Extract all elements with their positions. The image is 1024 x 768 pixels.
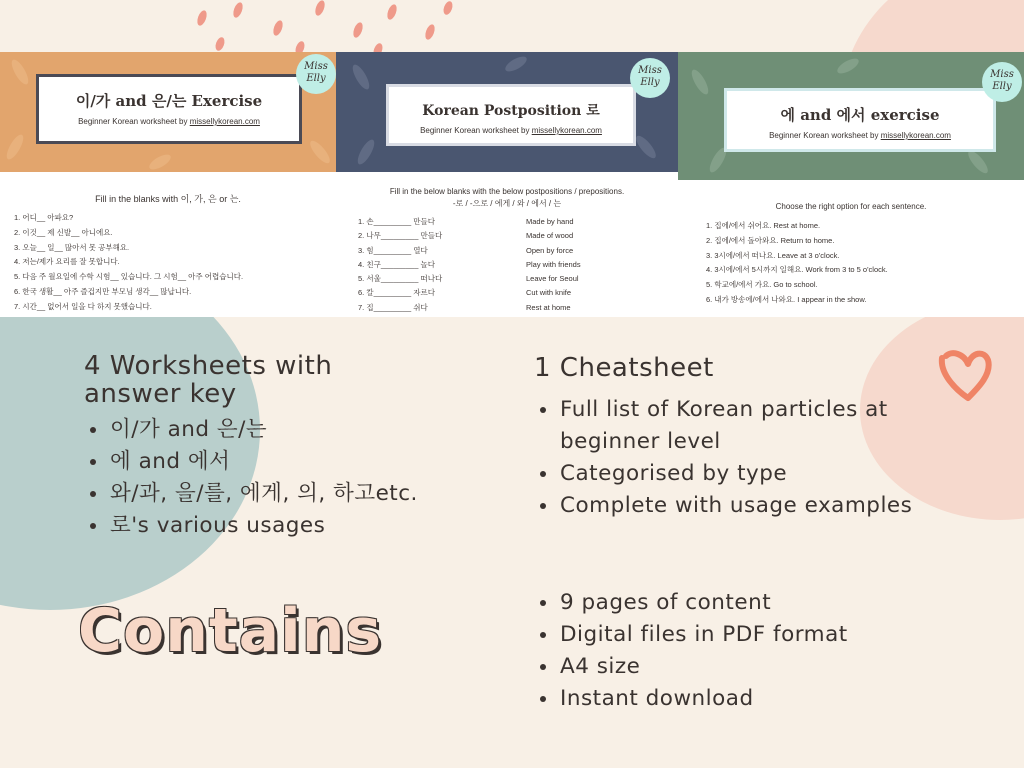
- miss-elly-badge: Miss Elly: [296, 54, 336, 94]
- list-item: 1. 어디__ 아파요?: [14, 213, 74, 222]
- english-cell: Leave for Seoul: [526, 274, 579, 284]
- worksheets-heading: 4 Worksheets with answer key: [84, 351, 333, 409]
- list-item: Instant download: [534, 683, 934, 715]
- worksheet-lines: [678, 219, 1024, 308]
- worksheet-preview-1: [0, 52, 336, 317]
- korean-cell: 2. 나무_________ 만들다: [358, 231, 443, 241]
- list-item: 2. 이것__ 제 신발__ 아니에요.: [14, 227, 113, 237]
- korean-cell: 3. 힘_________ 열다: [358, 245, 428, 255]
- worksheet-preview-2: [336, 52, 678, 317]
- english-cell: Open by force: [526, 245, 574, 255]
- features-list: [534, 587, 934, 715]
- list-item: 5. 학교에/에서 가요. Go to school.: [706, 280, 818, 290]
- list-item: 에 and 에서: [84, 446, 484, 478]
- korean-cell: 1. 손_________ 만들다: [358, 217, 435, 226]
- table-row: [336, 244, 678, 258]
- list-item: 6. 한국 생활__ 아주 즐겁지만 부모님 생각__ 많납니다.: [14, 286, 192, 296]
- list-item: Complete with usage examples: [534, 490, 934, 522]
- english-cell: Made of wood: [526, 231, 574, 241]
- worksheet-lines: [336, 215, 678, 315]
- list-item: 3. 오늘__ 일__ 많아서 못 공부해요.: [14, 242, 130, 252]
- list-item: A4 size: [534, 651, 934, 683]
- table-row: [336, 229, 678, 243]
- list-item: 4. 3시에/에서 5시까지 일해요. Work from 3 to 5 o'clock.: [706, 265, 888, 275]
- worksheet-body: [0, 192, 336, 315]
- table-row: [336, 272, 678, 286]
- list-item: 이/가 and 은/는: [84, 414, 484, 446]
- decorative-dots: [180, 0, 460, 55]
- worksheet-title: 이/가 and 은/는 Exercise: [75, 92, 263, 110]
- english-cell: Play with friends: [526, 259, 581, 269]
- list-item: 2. 집에/에서 돌아와요. Return to home.: [706, 235, 835, 245]
- table-row: [336, 286, 678, 300]
- worksheet-title-card: [386, 84, 636, 146]
- worksheet-title-card: [36, 74, 302, 144]
- list-item: Digital files in PDF format: [534, 619, 934, 651]
- worksheet-instruction: Choose the right option for each sentence.: [775, 202, 927, 211]
- table-row: [336, 258, 678, 272]
- english-cell: Cut with knife: [526, 288, 572, 298]
- subtitle-prefix: Beginner Korean worksheet by: [420, 126, 532, 135]
- cheatsheet-heading: 1 Cheatsheet: [534, 353, 714, 383]
- korean-cell: 5. 서울_________ 떠나다: [358, 274, 443, 284]
- subtitle-prefix: Beginner Korean worksheet by: [769, 131, 881, 140]
- list-item: 6. 내가 방송에/에서 나와요. I appear in the show.: [706, 294, 867, 304]
- site-link: missellykorean.com: [880, 131, 951, 140]
- contains-title: Contains: [78, 596, 383, 666]
- list-item: 4. 저는/제가 요리를 잘 못합니다.: [14, 257, 120, 267]
- worksheet-title: Korean Postposition 로: [422, 103, 600, 119]
- worksheet-subtitle: [727, 131, 993, 140]
- list-item: 5. 다음 주 월요일에 수학 시험__ 있습니다. 그 시험__ 아주 어렵습니다.: [14, 272, 244, 282]
- cheatsheet-list: [534, 394, 934, 522]
- miss-elly-badge: Miss Elly: [982, 62, 1022, 102]
- korean-cell: 4. 친구_________ 놀다: [358, 259, 435, 269]
- worksheet-subtitle: [39, 117, 299, 126]
- miss-elly-badge: Miss Elly: [630, 58, 670, 98]
- worksheet-instruction: Fill in the below blanks with the below postpositions / prepositions.: [389, 187, 625, 196]
- worksheet-body: [678, 202, 1024, 308]
- worksheet-instruction: Fill in the blanks with 이, 가, 은 or 는.: [95, 194, 241, 204]
- list-item: 로's various usages: [84, 510, 484, 542]
- worksheet-preview-3: [678, 52, 1024, 317]
- worksheet-title-card: [724, 88, 996, 152]
- worksheets-section: [84, 352, 484, 542]
- list-item: 9 pages of content: [534, 587, 934, 619]
- worksheet-instruction-options: -로 / -으로 / 에게 / 와 / 에서 / 는: [452, 199, 562, 208]
- table-row: [336, 215, 678, 229]
- list-item: Full list of Korean particles at beginner level: [534, 394, 934, 458]
- korean-cell: 7. 집_________ 쉬다: [358, 302, 428, 312]
- list-item: 1. 집에/에서 쉬어요. Rest at home.: [706, 221, 821, 230]
- cheatsheet-section: [534, 354, 934, 522]
- site-link: missellykorean.com: [531, 126, 602, 135]
- korean-cell: 6. 칼_________ 자르다: [358, 288, 435, 298]
- worksheet-body: [336, 187, 678, 315]
- features-section: [534, 587, 934, 715]
- list-item: 와/과, 을/를, 에게, 의, 하고etc.: [84, 478, 484, 510]
- worksheets-list: [84, 414, 484, 542]
- english-cell: Rest at home: [526, 302, 571, 312]
- list-item: Categorised by type: [534, 458, 934, 490]
- worksheet-preview-strip: [0, 52, 1024, 317]
- english-cell: Made by hand: [526, 217, 574, 226]
- worksheet-title: 에 and 에서 exercise: [780, 106, 940, 124]
- site-link: missellykorean.com: [189, 117, 260, 126]
- list-item: 3. 3시에/에서 떠나요. Leave at 3 o'clock.: [706, 250, 840, 260]
- worksheet-lines: [0, 211, 336, 315]
- subtitle-prefix: Beginner Korean worksheet by: [78, 117, 190, 126]
- worksheet-subtitle: [389, 126, 633, 135]
- table-row: [336, 301, 678, 315]
- list-item: 7. 시간__ 없어서 일을 다 하지 못했습니다.: [14, 301, 152, 311]
- heart-icon: [934, 344, 996, 406]
